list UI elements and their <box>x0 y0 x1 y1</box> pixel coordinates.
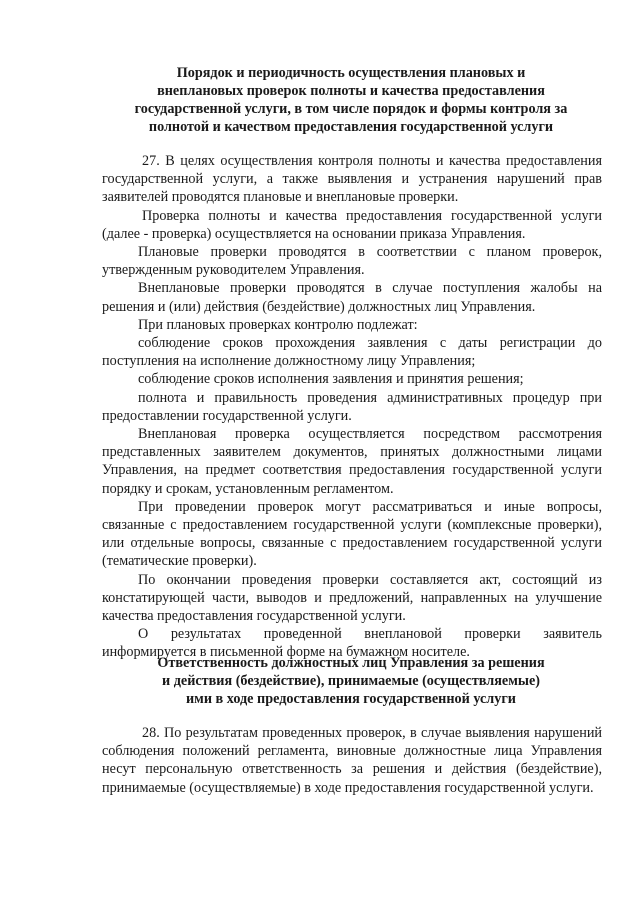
paragraph: Внеплановая проверка осуществляется посредством рассмотрения представленных заявителем документов, принятых должностными лицами Управления, на предмет соответствия предоставления государственной услуги порядку и срокам, установленным регламентом. <box>102 426 602 497</box>
paragraph: Плановые проверки проводятся в соответствии с планом проверок, утвержденным руководителем Управления. <box>102 244 602 279</box>
list-item: соблюдение сроков исполнения заявления и принятия решения; <box>138 371 524 388</box>
paragraph: При проведении проверок могут рассматриваться и иные вопросы, связанные с предоставлением государственной услуги (комплексные проверки), или отдельные вопросы, связанные с предоставлением государственной услуги (тематические проверки). <box>102 498 602 570</box>
heading-line: Ответственность должностных лиц Управления за решения <box>157 655 545 671</box>
list-item: соблюдение сроков прохождения заявления с даты регистрации до поступления на исполнение должностному лицу Управления; <box>102 335 602 370</box>
section-1-body <box>102 152 602 662</box>
heading-line: внеплановых проверок полноты и качества предоставления <box>157 83 545 99</box>
paragraph-27: 27. В целях осуществления контроля полноты и качества предоставления государственной услуги, а также выявления и устранения нарушений прав заявителей проводятся плановые и внеплановые проверки. <box>102 153 602 206</box>
paragraph: Внеплановые проверки проводятся в случае поступления жалобы на решения и (или) действия (бездействие) должностных лиц Управления. <box>102 280 602 315</box>
paragraph: О результатах проведенной внеплановой проверки заявитель информируется в письменной форме на бумажном носителе. <box>102 626 602 661</box>
paragraph-28: 28. По результатам проведенных проверок, в случае выявления нарушений соблюдения положений регламента, виновные должностные лица Управления несут персональную ответственность за решения и действия (бездействие), принимаемые (осуществляемые) в ходе предоставления государственной услуги. <box>102 725 602 796</box>
heading-line: и действия (бездействие), принимаемые (осуществляемые) <box>162 673 540 689</box>
paragraph: При плановых проверках контролю подлежат: <box>138 316 418 333</box>
heading-line: Порядок и периодичность осуществления плановых и <box>176 65 526 81</box>
section-2-heading <box>100 654 602 708</box>
section-2-body <box>102 724 602 797</box>
paragraph: Проверка полноты и качества предоставления государственной услуги (далее - проверка) осуществляется на основании приказа Управления. <box>102 207 602 242</box>
heading-line: ими в ходе предоставления государственной услуги <box>186 691 516 707</box>
heading-line: полнотой и качеством предоставления государственной услуги <box>148 119 554 135</box>
list-item: полнота и правильность проведения административных процедур при предоставлении государственной услуги. <box>102 389 602 424</box>
section-1-heading <box>100 64 602 136</box>
heading-line: государственной услуги, в том числе порядок и формы контроля за <box>134 101 568 117</box>
paragraph: По окончании проведения проверки составляется акт, состоящий из констатирующей части, выводов и предложений, направленных на улучшение качества предоставления государственной услуги. <box>102 571 602 625</box>
